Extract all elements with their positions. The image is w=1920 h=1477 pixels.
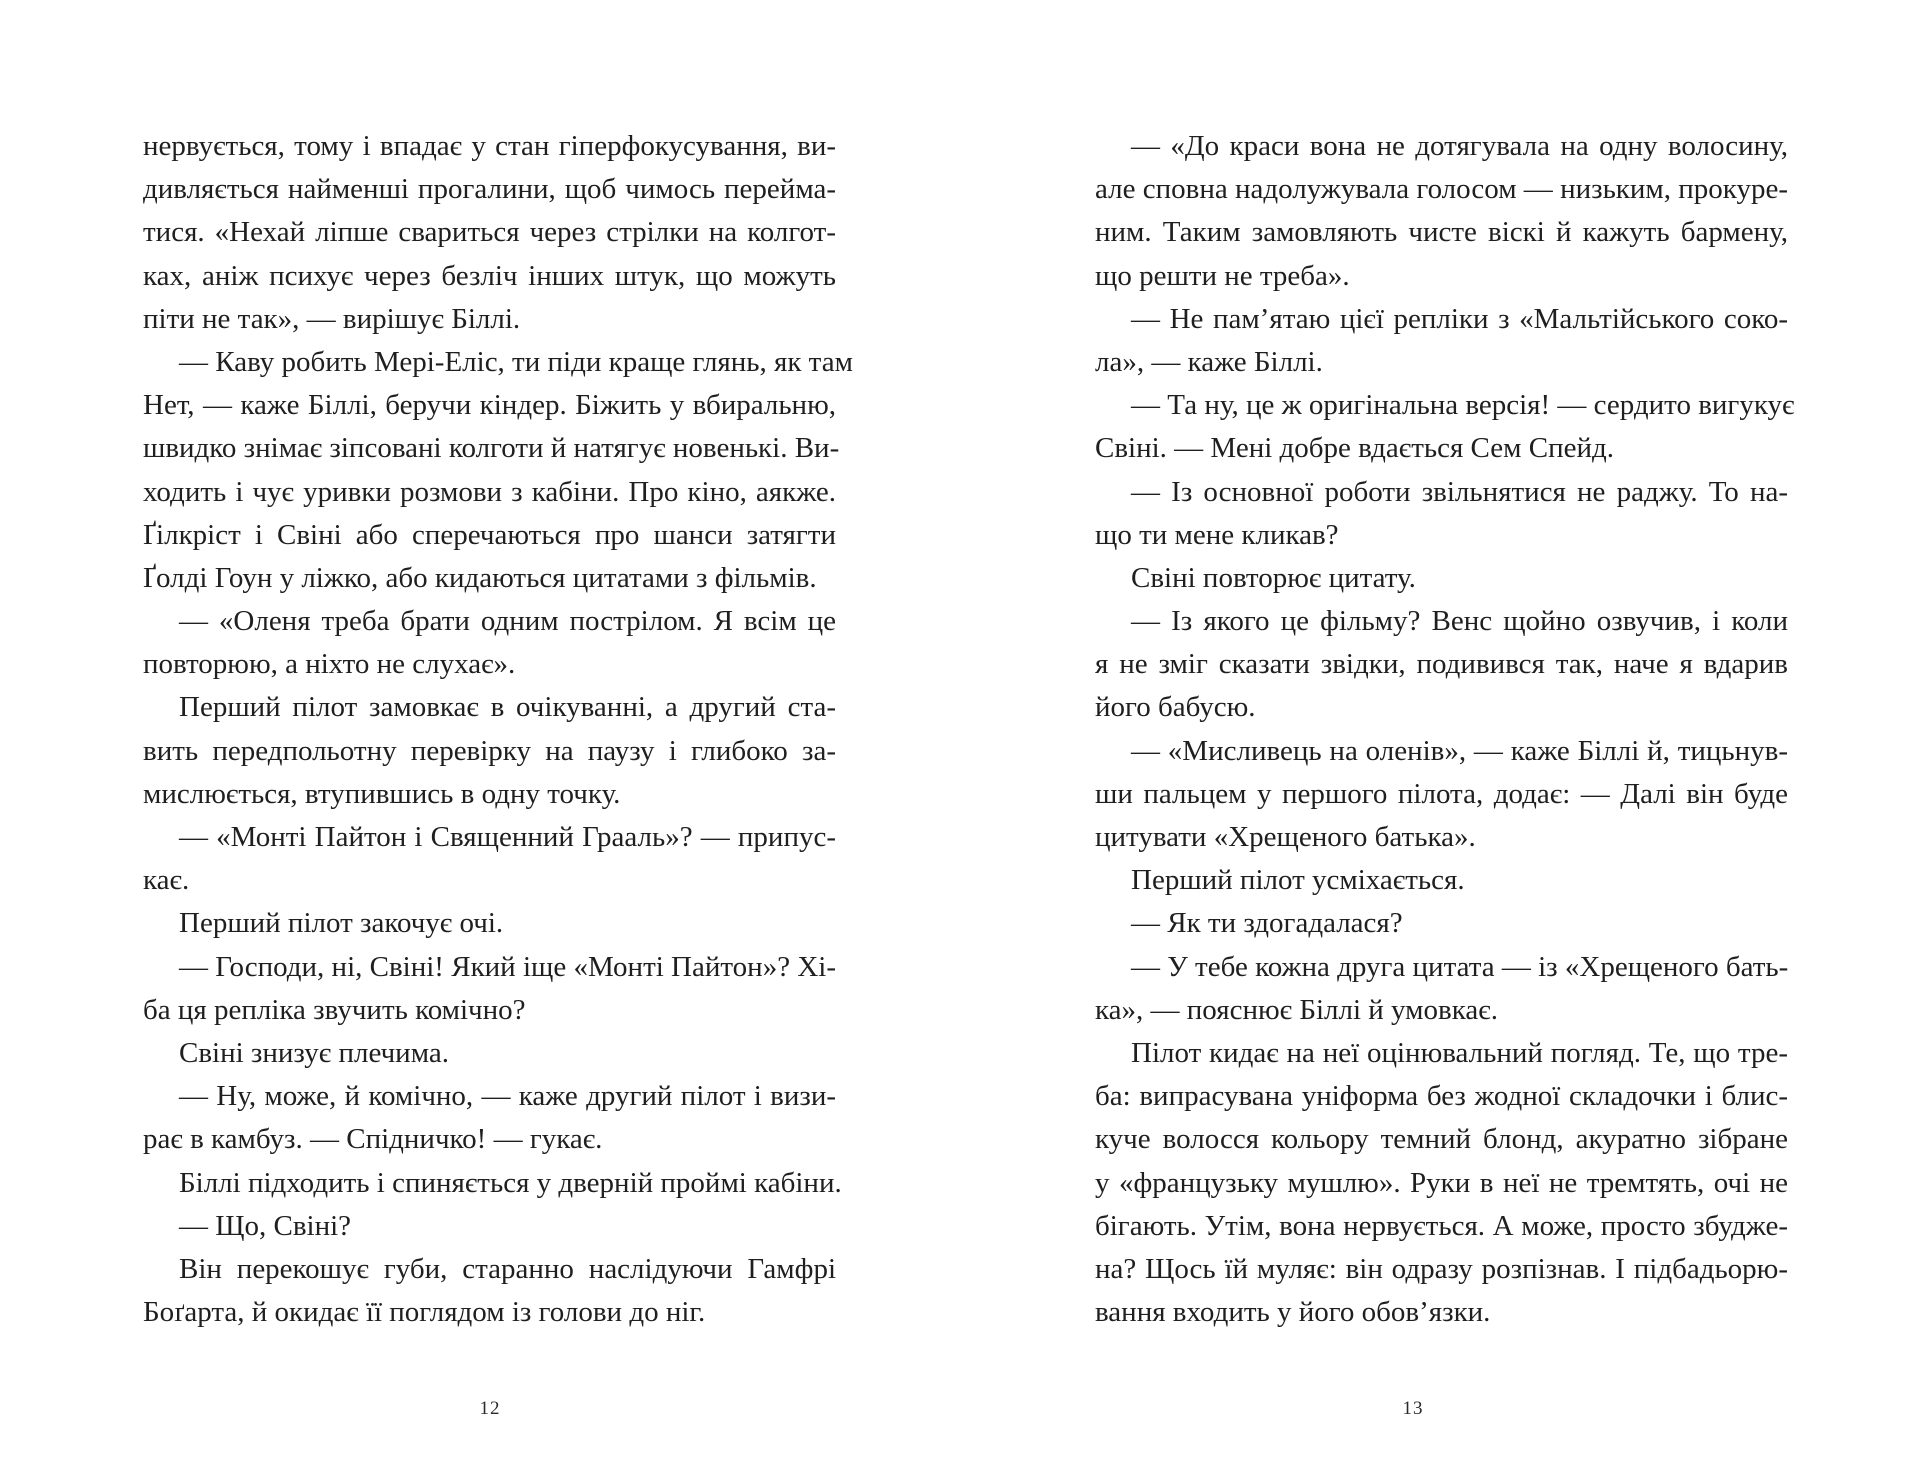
text-line: — «Монті Пайтон і Священний Грааль»? — припус-	[179, 821, 836, 853]
text-line: рає в камбуз. — Спідничко! — гукає.	[143, 1123, 603, 1156]
text-line: — Не пам’ятаю цієї репліки з «Мальтійського соко-	[1131, 302, 1788, 335]
right-page-text	[1095, 125, 1795, 1334]
text-line: ла», — каже Біллі.	[1095, 345, 1323, 378]
text-line: ходить і чує уривки розмови з кабіни. Про кіно, аякже.	[143, 475, 836, 508]
text-line: Біллі підходить і спиняється у дверній проймі кабіни.	[179, 1166, 842, 1199]
text-line: — Ну, може, й комічно, — каже другий пілот і визи-	[179, 1080, 836, 1113]
text-line: Перший пілот усміхається.	[1131, 864, 1465, 897]
text-line: що ти мене кликав?	[1095, 518, 1339, 551]
text-line: — Із якого це фільму? Венс щойно озвучив, і коли	[1131, 605, 1788, 638]
text-line: — «Оленя треба брати одним пострілом. Я всім це	[179, 605, 836, 638]
text-line: Перший пілот закочує очі.	[179, 907, 504, 940]
text-line: нервується, тому і впадає у стан гіперфокусування, ви-	[143, 130, 836, 162]
text-line: ба ця репліка звучить комічно?	[143, 993, 526, 1026]
text-line: — Як ти здогадалася?	[1131, 907, 1403, 940]
text-line: вить передпольотну перевірку на паузу і глибоко за-	[143, 734, 836, 767]
text-line: мислюється, втупившись в одну точку.	[143, 777, 621, 810]
text-line: Ґілкріст і Свіні або сперечаються про шанси затягти	[143, 518, 836, 551]
text-line: Він перекошує губи, старанно наслідуючи Гамфрі	[179, 1252, 836, 1285]
left-page-number: 12	[479, 1398, 501, 1419]
text-line: Пілот кидає на неї оцінювальний погляд. Те, що тре-	[1131, 1036, 1788, 1069]
text-line: вання входить у його обов’язки.	[1095, 1296, 1491, 1329]
text-line: ка», — пояснює Біллі й умовкає.	[1095, 993, 1498, 1026]
text-line: кає.	[143, 864, 190, 897]
text-line: але сповна надолужувала голосом — низьким, прокуре-	[1095, 173, 1788, 206]
text-line: тися. «Нехай ліпше свариться через стрілки на колгот-	[143, 216, 836, 249]
text-line: куче волосся кольору темний блонд, акуратно зібране	[1095, 1123, 1788, 1156]
left-page-text	[143, 125, 853, 1334]
text-line: Ґолді Гоун у ліжко, або кидаються цитатами з фільмів.	[143, 561, 817, 594]
text-line: що решти не треба».	[1095, 259, 1350, 292]
text-line: ним. Таким замовляють чисте віскі й кажуть бармену,	[1095, 216, 1788, 249]
text-line: дивляється найменші прогалини, щоб чимось перейма-	[143, 173, 836, 206]
text-line: Свіні знизує плечима.	[179, 1036, 449, 1069]
text-line: піти не так», — вирішує Біллі.	[143, 302, 521, 335]
text-line: повторюю, а ніхто не слухає».	[143, 648, 516, 681]
text-line: — Господи, ні, Свіні! Який іще «Монті Пайтон»? Хі-	[179, 950, 836, 983]
text-line: у «французьку мушлю». Руки в неї не тремтять, очі не	[1095, 1166, 1788, 1199]
text-line: на? Щось їй муляє: він одразу розпізнав. І підбадьорю-	[1095, 1252, 1788, 1285]
text-line: — Та ну, це ж оригінальна версія! — сердито вигукує	[1131, 389, 1795, 422]
text-line: ши пальцем у першого пілота, додає: — Далі він буде	[1095, 777, 1788, 810]
text-line: ках, аніж психує через безліч інших штук, що можуть	[143, 259, 836, 292]
text-line: — Із основної роботи звільнятися не раджу. То на-	[1131, 475, 1788, 508]
text-line: швидко знімає зіпсовані колготи й натягує новенькі. Ви-	[143, 432, 840, 465]
text-line: Свіні. — Мені добре вдається Сем Спейд.	[1095, 432, 1614, 465]
text-line: Нет, — каже Біллі, беручи кіндер. Біжить у вбиральню,	[143, 389, 836, 422]
text-line: — У тебе кожна друга цитата — із «Хрещеного бать-	[1131, 950, 1789, 983]
text-line: — «Мисливець на оленів», — каже Біллі й, тицьнув-	[1131, 734, 1788, 767]
text-line: Свіні повторює цитату.	[1131, 561, 1416, 594]
text-line: — Що, Свіні?	[179, 1209, 352, 1242]
text-line: — «До краси вона не дотягувала на одну волосину,	[1131, 130, 1788, 162]
text-line: бігають. Утім, вона нервується. А може, просто збудже-	[1095, 1209, 1788, 1242]
text-line: я не зміг сказати звідки, подивився так, наче я вдарив	[1095, 648, 1788, 681]
text-line: — Каву робить Мері-Еліс, ти піди краще глянь, як там	[179, 345, 853, 378]
text-line: його бабусю.	[1095, 691, 1256, 724]
text-line: Боґарта, й окидає її поглядом із голови до ніг.	[143, 1296, 706, 1329]
right-page-number: 13	[1402, 1398, 1424, 1419]
right-page	[960, 0, 1920, 1477]
text-line: Перший пілот замовкає в очікуванні, а другий ста-	[179, 691, 836, 724]
text-line: цитувати «Хрещеного батька».	[1095, 821, 1476, 853]
text-line: ба: випрасувана уніформа без жодної складочки і блис-	[1095, 1080, 1788, 1113]
